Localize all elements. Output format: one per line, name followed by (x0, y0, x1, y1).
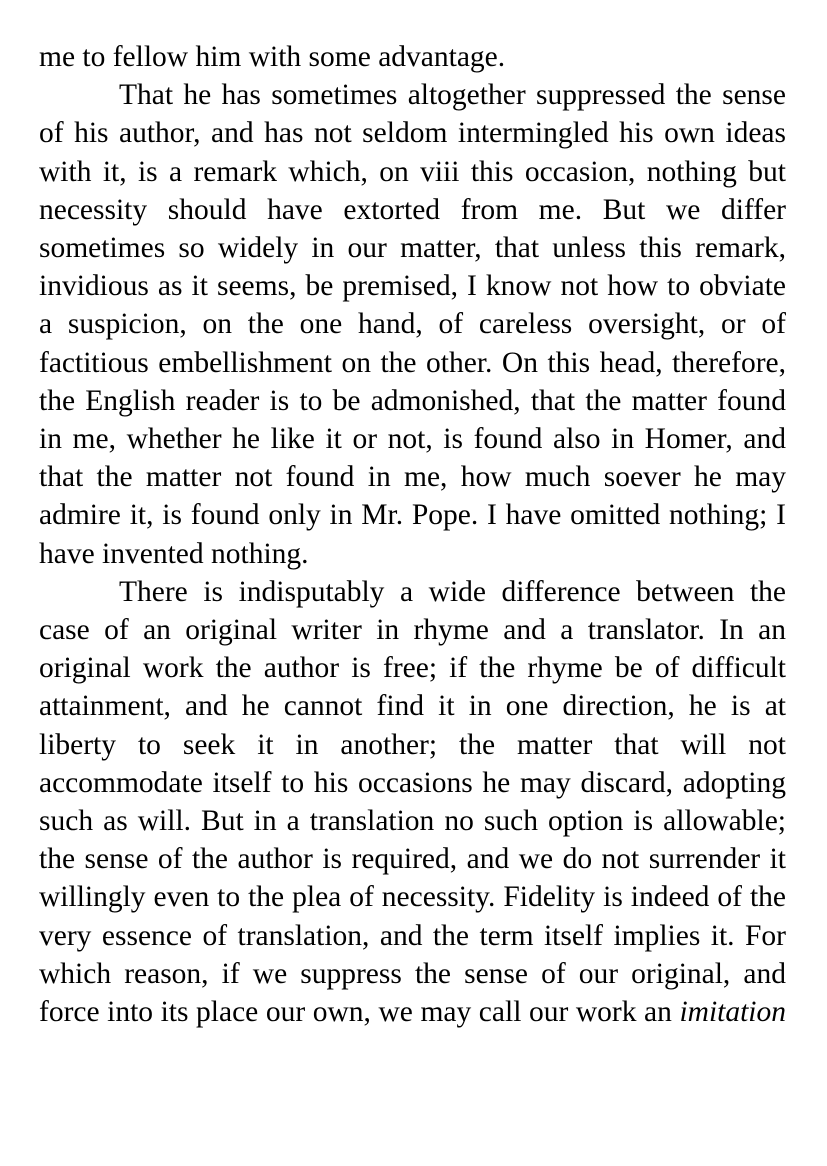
emphasis-imitation: imitation (679, 996, 786, 1029)
paragraph-continuation: me to fellow him with some advantage. (39, 41, 506, 73)
paragraph-rhyme-text: There is indisputably a wide difference between the case of an original writer in rhyme and a translator. In an original work the author is free; if the rhyme be of difficult attainment, and he cannot find it in one direction, he is at liberty to seek it in another; the matter that will not accommodate itself to his occasions he may discard, adopting such as will. But in a translation no such option is allowable; the sense of the author is required, and we do not surrender it willingly even to the plea of necessity. Fidelity is indeed of the very essence of translation, and the term itself implies it. For which reason, if we suppress the sense of our original, and force into its place our own, we may call our work an (39, 575, 786, 1029)
document-page (39, 38, 786, 1031)
paragraph-rhyme (39, 573, 786, 1031)
paragraph-suppression: That he has sometimes altogether suppressed the sense of his author, and has not seldom intermingled his own ideas with it, is a remark which, on viii this occasion, nothing but necessity should have extorted from me. But we differ sometimes so widely in our matter, that unless this remark, invidious as it seems, be premised, I know not how to obviate a suspicion, on the one hand, of careless oversight, or of factitious embellishment on the other. On this head, therefore, the English reader is to be admonished, that the matter found in me, whether he like it or not, is found also in Homer, and that the matter not found in me, how much soever he may admire it, is found only in Mr. Pope. I have omitted nothing; I have invented nothing. (39, 79, 786, 570)
